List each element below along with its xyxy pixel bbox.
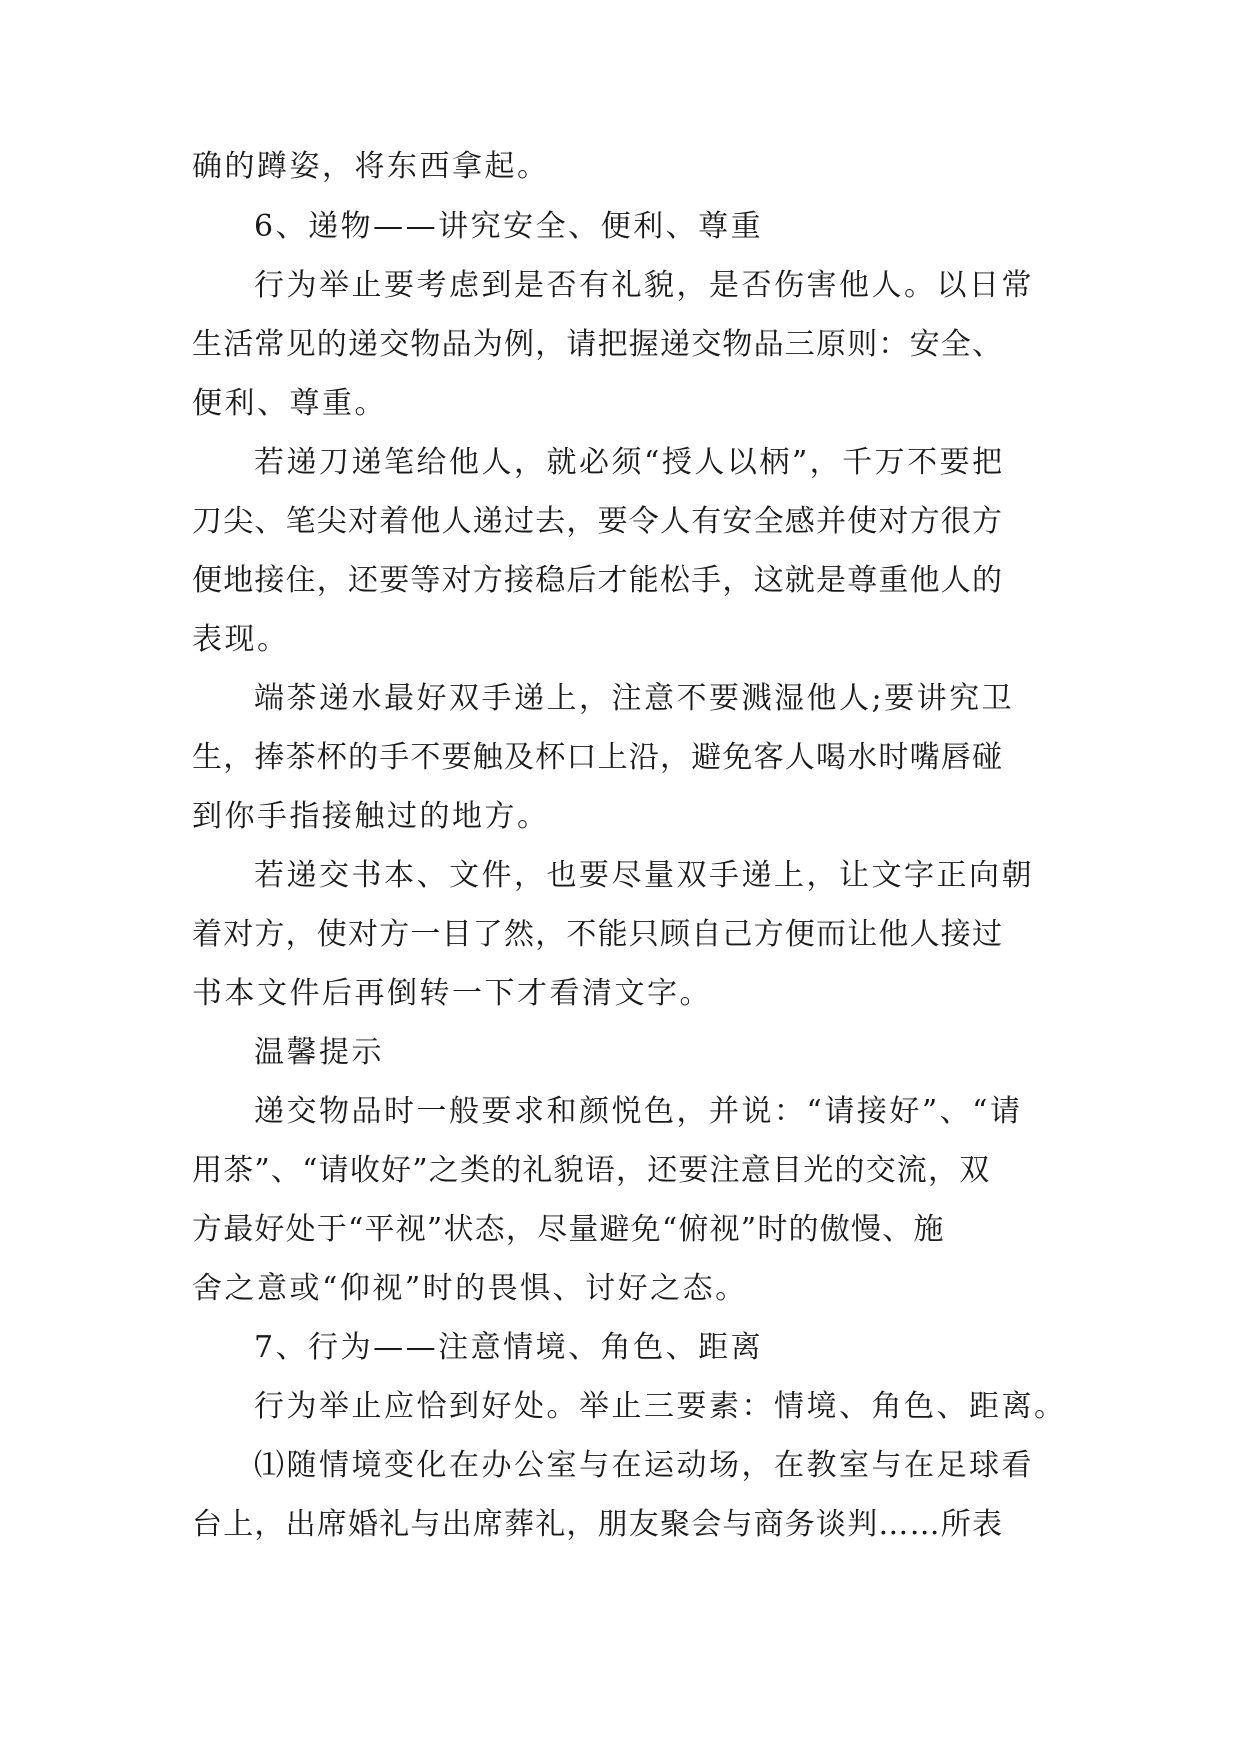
text-line: ⑴随情境变化在办公室与在运动场，在教室与在足球看 xyxy=(254,1448,1034,1483)
text-line: 刀尖、笔尖对着他人递过去，要令人有安全感并使对方很方 xyxy=(192,504,1004,539)
text-line: 着对方，使对方一目了然，不能只顾自己方便而让他人接过 xyxy=(192,917,1004,952)
text-line: 确的蹲姿，将东西拿起。 xyxy=(192,149,550,184)
text-line: 表现。 xyxy=(192,622,290,657)
text-line: 到你手指接触过的地方。 xyxy=(192,799,550,834)
text-line: 方最好处于“平视”状态，尽量避免“俯视”时的傲慢、施 xyxy=(192,1212,945,1247)
text-line: 若递刀递笔给他人，就必须“授人以柄”，千万不要把 xyxy=(254,445,1005,480)
text-line: 生活常见的递交物品为例，请把握递交物品三原则：安全、 xyxy=(192,327,1004,362)
text-line: 台上，出席婚礼与出席葬礼，朋友聚会与商务谈判……所表 xyxy=(192,1507,1004,1542)
text-line: 行为举止要考虑到是否有礼貌，是否伤害他人。以日常 xyxy=(254,268,1034,303)
text-line: 行为举止应恰到好处。举止三要素：情境、角色、距离。 xyxy=(254,1389,1067,1424)
text-line: 若递交书本、文件，也要尽量双手递上，让文字正向朝 xyxy=(254,858,1034,893)
text-line: 舍之意或“仰视”时的畏惧、讨好之态。 xyxy=(192,1271,748,1306)
text-line: 递交物品时一般要求和颜悦色，并说：“请接好”、“请 xyxy=(254,1094,1023,1129)
tip-heading: 温馨提示 xyxy=(254,1035,384,1070)
text-line: 书本文件后再倒转一下才看清文字。 xyxy=(192,976,712,1011)
text-line: 便地接住，还要等对方接稳后才能松手，这就是尊重他人的 xyxy=(192,563,1004,598)
text-line: 便利、尊重。 xyxy=(192,386,387,421)
text-line: 端茶递水最好双手递上，注意不要溅湿他人;要讲究卫 xyxy=(254,681,1015,716)
section-heading-6: 6、递物——讲究安全、便利、尊重 xyxy=(254,209,764,244)
text-line: 生，捧茶杯的手不要触及杯口上沿，避免客人喝水时嘴唇碰 xyxy=(192,740,1004,775)
text-line: 用茶”、“请收好”之类的礼貌语，还要注意目光的交流，双 xyxy=(192,1153,991,1188)
section-heading-7: 7、行为——注意情境、角色、距离 xyxy=(254,1330,764,1365)
